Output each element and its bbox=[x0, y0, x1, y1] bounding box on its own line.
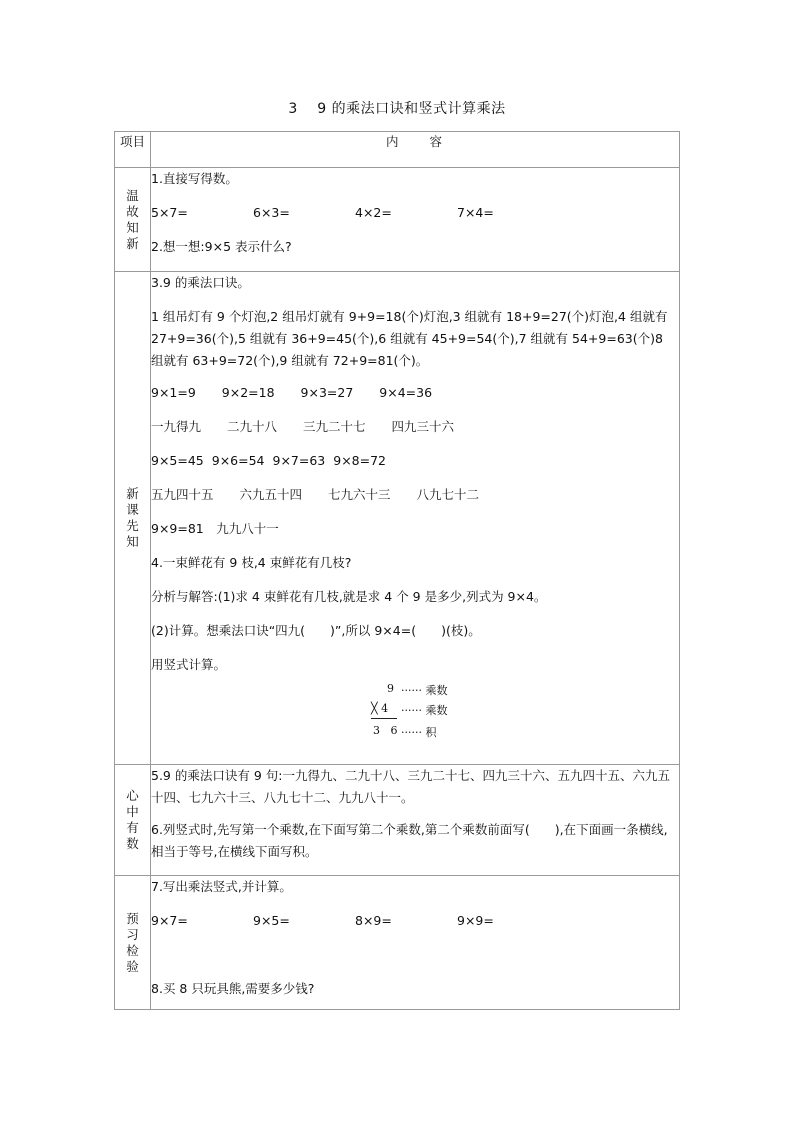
equation: 9×3=27 bbox=[300, 385, 354, 400]
question-3: 3.9 的乘法口诀。 bbox=[151, 275, 250, 290]
section-mind bbox=[115, 765, 680, 876]
exercise-item: 9×9= bbox=[457, 913, 494, 928]
vertical-result: 3 6 bbox=[373, 724, 398, 737]
question-8: 8.买 8 只玩具熊,需要多少钱? bbox=[151, 981, 315, 996]
worksheet-table bbox=[114, 131, 680, 1010]
exercise-row-2 bbox=[151, 910, 679, 932]
question-5: 5.9 的乘法口诀有 9 句:一九得九、二九十八、三九二十七、四九三十六、五九四十五、六九五十四、七九六十三、八九七十二、九九八十一。 bbox=[151, 768, 670, 805]
final-rhyme: 9×9=81 九九八十一 bbox=[151, 521, 279, 536]
section-review bbox=[115, 168, 680, 272]
header-item: 项目 bbox=[115, 132, 151, 168]
rhyme: 八九七十二 bbox=[416, 487, 480, 502]
vertical-top-label: ······ 乘数 bbox=[401, 684, 448, 697]
vertical-top-number: 9 bbox=[387, 682, 394, 695]
exercise-item: 8×9= bbox=[355, 913, 392, 928]
question-4: 4.一束鲜花有 9 枝,4 束鲜花有几枝? bbox=[151, 555, 352, 570]
analysis-text: 分析与解答:(1)求 4 束鲜花有几枝,就是求 4 个 9 是多少,列式为 9×4。 bbox=[151, 589, 547, 604]
exercise-item: 6×3= bbox=[253, 205, 290, 220]
equation: 9×1=9 bbox=[151, 385, 196, 400]
equation: 9×4=36 bbox=[379, 385, 433, 400]
exercise-item: 7×4= bbox=[457, 205, 494, 220]
section-label-mind: 心中有数 bbox=[126, 788, 139, 851]
question-7: 7.写出乘法竖式,并计算。 bbox=[151, 879, 292, 894]
section-label-new: 新课先知 bbox=[126, 486, 139, 549]
question-6: 6.列竖式时,先写第一个乘数,在下面写第二个乘数,第二个乘数前面写( ),在下面画一条横线,相当于等号,在横线下面写积。 bbox=[151, 822, 668, 859]
equation: 9×7=63 bbox=[272, 453, 326, 468]
section-label-preview: 预习检验 bbox=[126, 910, 139, 974]
rhyme: 二九十八 bbox=[227, 419, 278, 434]
vertical-intro: 用竖式计算。 bbox=[151, 657, 227, 672]
exercise-item: 4×2= bbox=[355, 205, 392, 220]
section-new bbox=[115, 272, 680, 765]
rhyme: 七九六十三 bbox=[328, 487, 391, 502]
equation-row-1 bbox=[151, 382, 679, 404]
rhyme-row-2 bbox=[151, 484, 679, 506]
rhyme: 四九三十六 bbox=[391, 419, 455, 434]
equation: 9×6=54 bbox=[211, 453, 265, 468]
equation: 9×2=18 bbox=[221, 385, 275, 400]
rhyme: 五九四十五 bbox=[151, 487, 214, 502]
vertical-rule bbox=[371, 718, 397, 719]
vertical-multiplication bbox=[151, 682, 679, 744]
vertical-middle-label: ······ 乘数 bbox=[401, 704, 448, 717]
calculation-text: (2)计算。想乘法口诀“四九( )”,所以 9×4=( )(枝)。 bbox=[151, 623, 481, 638]
section-preview bbox=[115, 876, 680, 1010]
exercise-row-1 bbox=[151, 202, 679, 224]
header-row bbox=[115, 132, 680, 168]
question-2: 2.想一想:9×5 表示什么? bbox=[151, 239, 292, 254]
explanation-paragraph: 1 组吊灯有 9 个灯泡,2 组吊灯就有 9+9=18(个)灯泡,3 组就有 18+9=27(个)灯泡,4 组就有 27+9=36(个),5 组就有 36+9=45(个),6 组就有 45+9=54(个),7 组就有 54+9=63(个)8 组就有 63+9=72(个),9 组就有 72+9=81(个)。 bbox=[151, 309, 668, 368]
vertical-result-label: ······ 积 bbox=[401, 726, 437, 739]
section-label-review: 温故知新 bbox=[126, 187, 139, 251]
rhyme: 三九二十七 bbox=[303, 419, 366, 434]
question-1: 1.直接写得数。 bbox=[151, 171, 238, 186]
equation-row-2 bbox=[151, 450, 679, 472]
exercise-item: 5×7= bbox=[151, 205, 188, 220]
equation: 9×8=72 bbox=[333, 453, 387, 468]
equation: 9×5=45 bbox=[151, 453, 204, 468]
header-content: 内 容 bbox=[151, 132, 680, 168]
exercise-item: 9×5= bbox=[253, 913, 290, 928]
page-title: 3 9 的乘法口诀和竖式计算乘法 bbox=[288, 101, 506, 117]
rhyme: 六九五十四 bbox=[239, 487, 303, 502]
exercise-item: 9×7= bbox=[151, 913, 188, 928]
rhyme: 一九得九 bbox=[151, 419, 202, 434]
vertical-middle-number: ╳ 4 bbox=[371, 702, 389, 715]
rhyme-row-1 bbox=[151, 416, 679, 438]
